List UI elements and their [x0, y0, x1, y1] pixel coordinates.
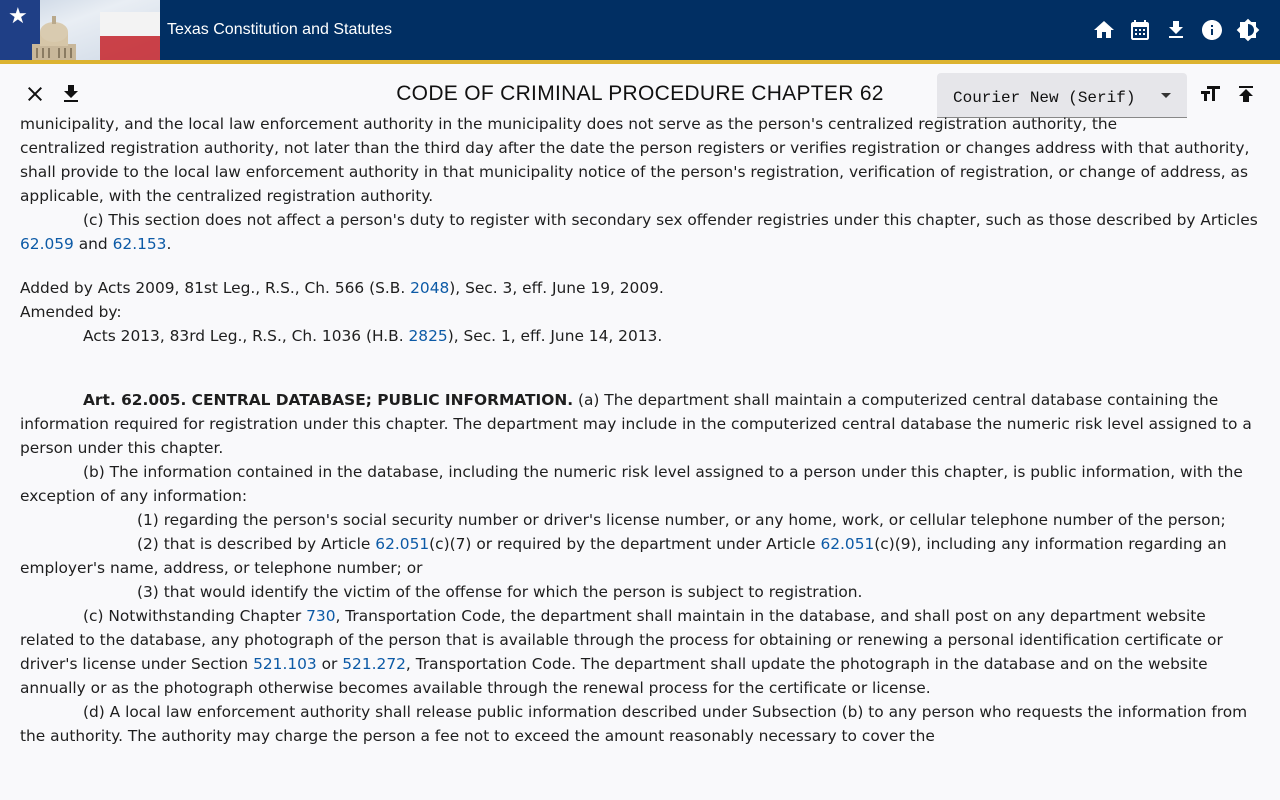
download-icon[interactable] — [59, 82, 83, 106]
info-icon[interactable] — [1200, 16, 1224, 44]
article-62-005: Art. 62.005. CENTRAL DATABASE; PUBLIC INFORMATION. (a) The department shall maintain a computerized central database containing the information required for registration under this chapter. The department may include in the computerized central database the numeric risk level assigned to a person under this chapter. — [20, 391, 1252, 457]
section-link-521-103[interactable]: 521.103 — [253, 655, 317, 673]
subsection-b: (b) The information contained in the database, including the numeric risk level assigned to a person under this chapter, is public information, with the exception of any information: — [20, 463, 1243, 505]
texas-capitol-logo[interactable]: ★ — [0, 0, 160, 60]
home-icon[interactable] — [1092, 16, 1116, 44]
chapter-link-730[interactable]: 730 — [306, 607, 336, 625]
history-note: Added by Acts 2009, 81st Leg., R.S., Ch. 566 (S.B. 2048), Sec. 3, eff. June 19, 2009. — [20, 279, 664, 297]
bill-link-2825[interactable]: 2825 — [408, 327, 448, 345]
text-size-icon[interactable] — [1198, 82, 1222, 106]
article-link-62-051[interactable]: 62.051 — [375, 535, 430, 553]
partial-text-line: municipality, and the local law enforcement authority in the municipality does not serve as the person's centralized registration authority, the — [20, 115, 1118, 133]
document-title: CODE OF CRIMINAL PROCEDURE CHAPTER 62 — [396, 82, 884, 105]
brightness-icon[interactable] — [1236, 16, 1260, 44]
app-bar — [0, 0, 1280, 60]
article-link-62-051[interactable]: 62.051 — [820, 535, 875, 553]
statute-content — [20, 112, 1265, 800]
history-amended-label: Amended by: — [20, 303, 122, 321]
history-amendment: Acts 2013, 83rd Leg., R.S., Ch. 1036 (H.B. 2825), Sec. 1, eff. June 14, 2013. — [83, 327, 663, 345]
bill-link-2048[interactable]: 2048 — [410, 279, 450, 297]
scroll-top-icon[interactable] — [1234, 82, 1258, 106]
chevron-down-icon — [1161, 93, 1171, 98]
subdivision-3: (3) that would identify the victim of the offense for which the person is subject to registration. — [137, 583, 863, 601]
subsection-d: (d) A local law enforcement authority shall release public information described under Subsection (b) to any person who requests the information from the authority. The authority may charge the person a fee not to exceed the amount reasonably necessary to cover the — [20, 703, 1248, 745]
subdivision-2: (2) that is described by Article 62.051(c)(7) or required by the department under Article 62.051(c)(9), including any information regarding an employer's name, address, or telephone number; or — [20, 535, 1227, 577]
download-icon[interactable] — [1164, 16, 1188, 44]
article-link-62-059[interactable]: 62.059 — [20, 235, 74, 253]
subdivision-1: (1) regarding the person's social security number or driver's license number, or any home, work, or cellular telephone number of the person; — [137, 511, 1226, 529]
paragraph: centralized registration authority, not later than the third day after the date the person registers or verifies registration or changes address with that authority, shall provide to the local law enforcement authority in that municipality notice of the person's registration, verification of registration, or change of address, as applicable, with the centralized registration authority. — [20, 139, 1250, 205]
calendar-icon[interactable] — [1128, 16, 1152, 44]
subsection-c: (c) Notwithstanding Chapter 730, Transportation Code, the department shall maintain in the database, and shall post on any department website related to the database, any photograph of the person that is available through the process for obtaining or renewing a personal identification certificate or driver's license under Section 521.103 or 521.272, Transportation Code. The department shall update the photograph in the database and on the website annually or as the photograph otherwise becomes available through the renewal process for the certificate or license. — [20, 607, 1223, 697]
close-icon[interactable] — [23, 82, 47, 106]
article-link-62-153[interactable]: 62.153 — [112, 235, 167, 253]
font-select-value: Courier New (Serif) — [953, 89, 1136, 107]
app-title: Texas Constitution and Statutes — [167, 21, 393, 38]
section-link-521-272[interactable]: 521.272 — [342, 655, 406, 673]
article-heading: Art. 62.005. CENTRAL DATABASE; PUBLIC INFORMATION. — [83, 391, 574, 409]
subsection-c: (c) This section does not affect a person's duty to register with secondary sex offender registries under this chapter, such as those described by Articles 62.059 and 62.153. — [20, 211, 1258, 253]
